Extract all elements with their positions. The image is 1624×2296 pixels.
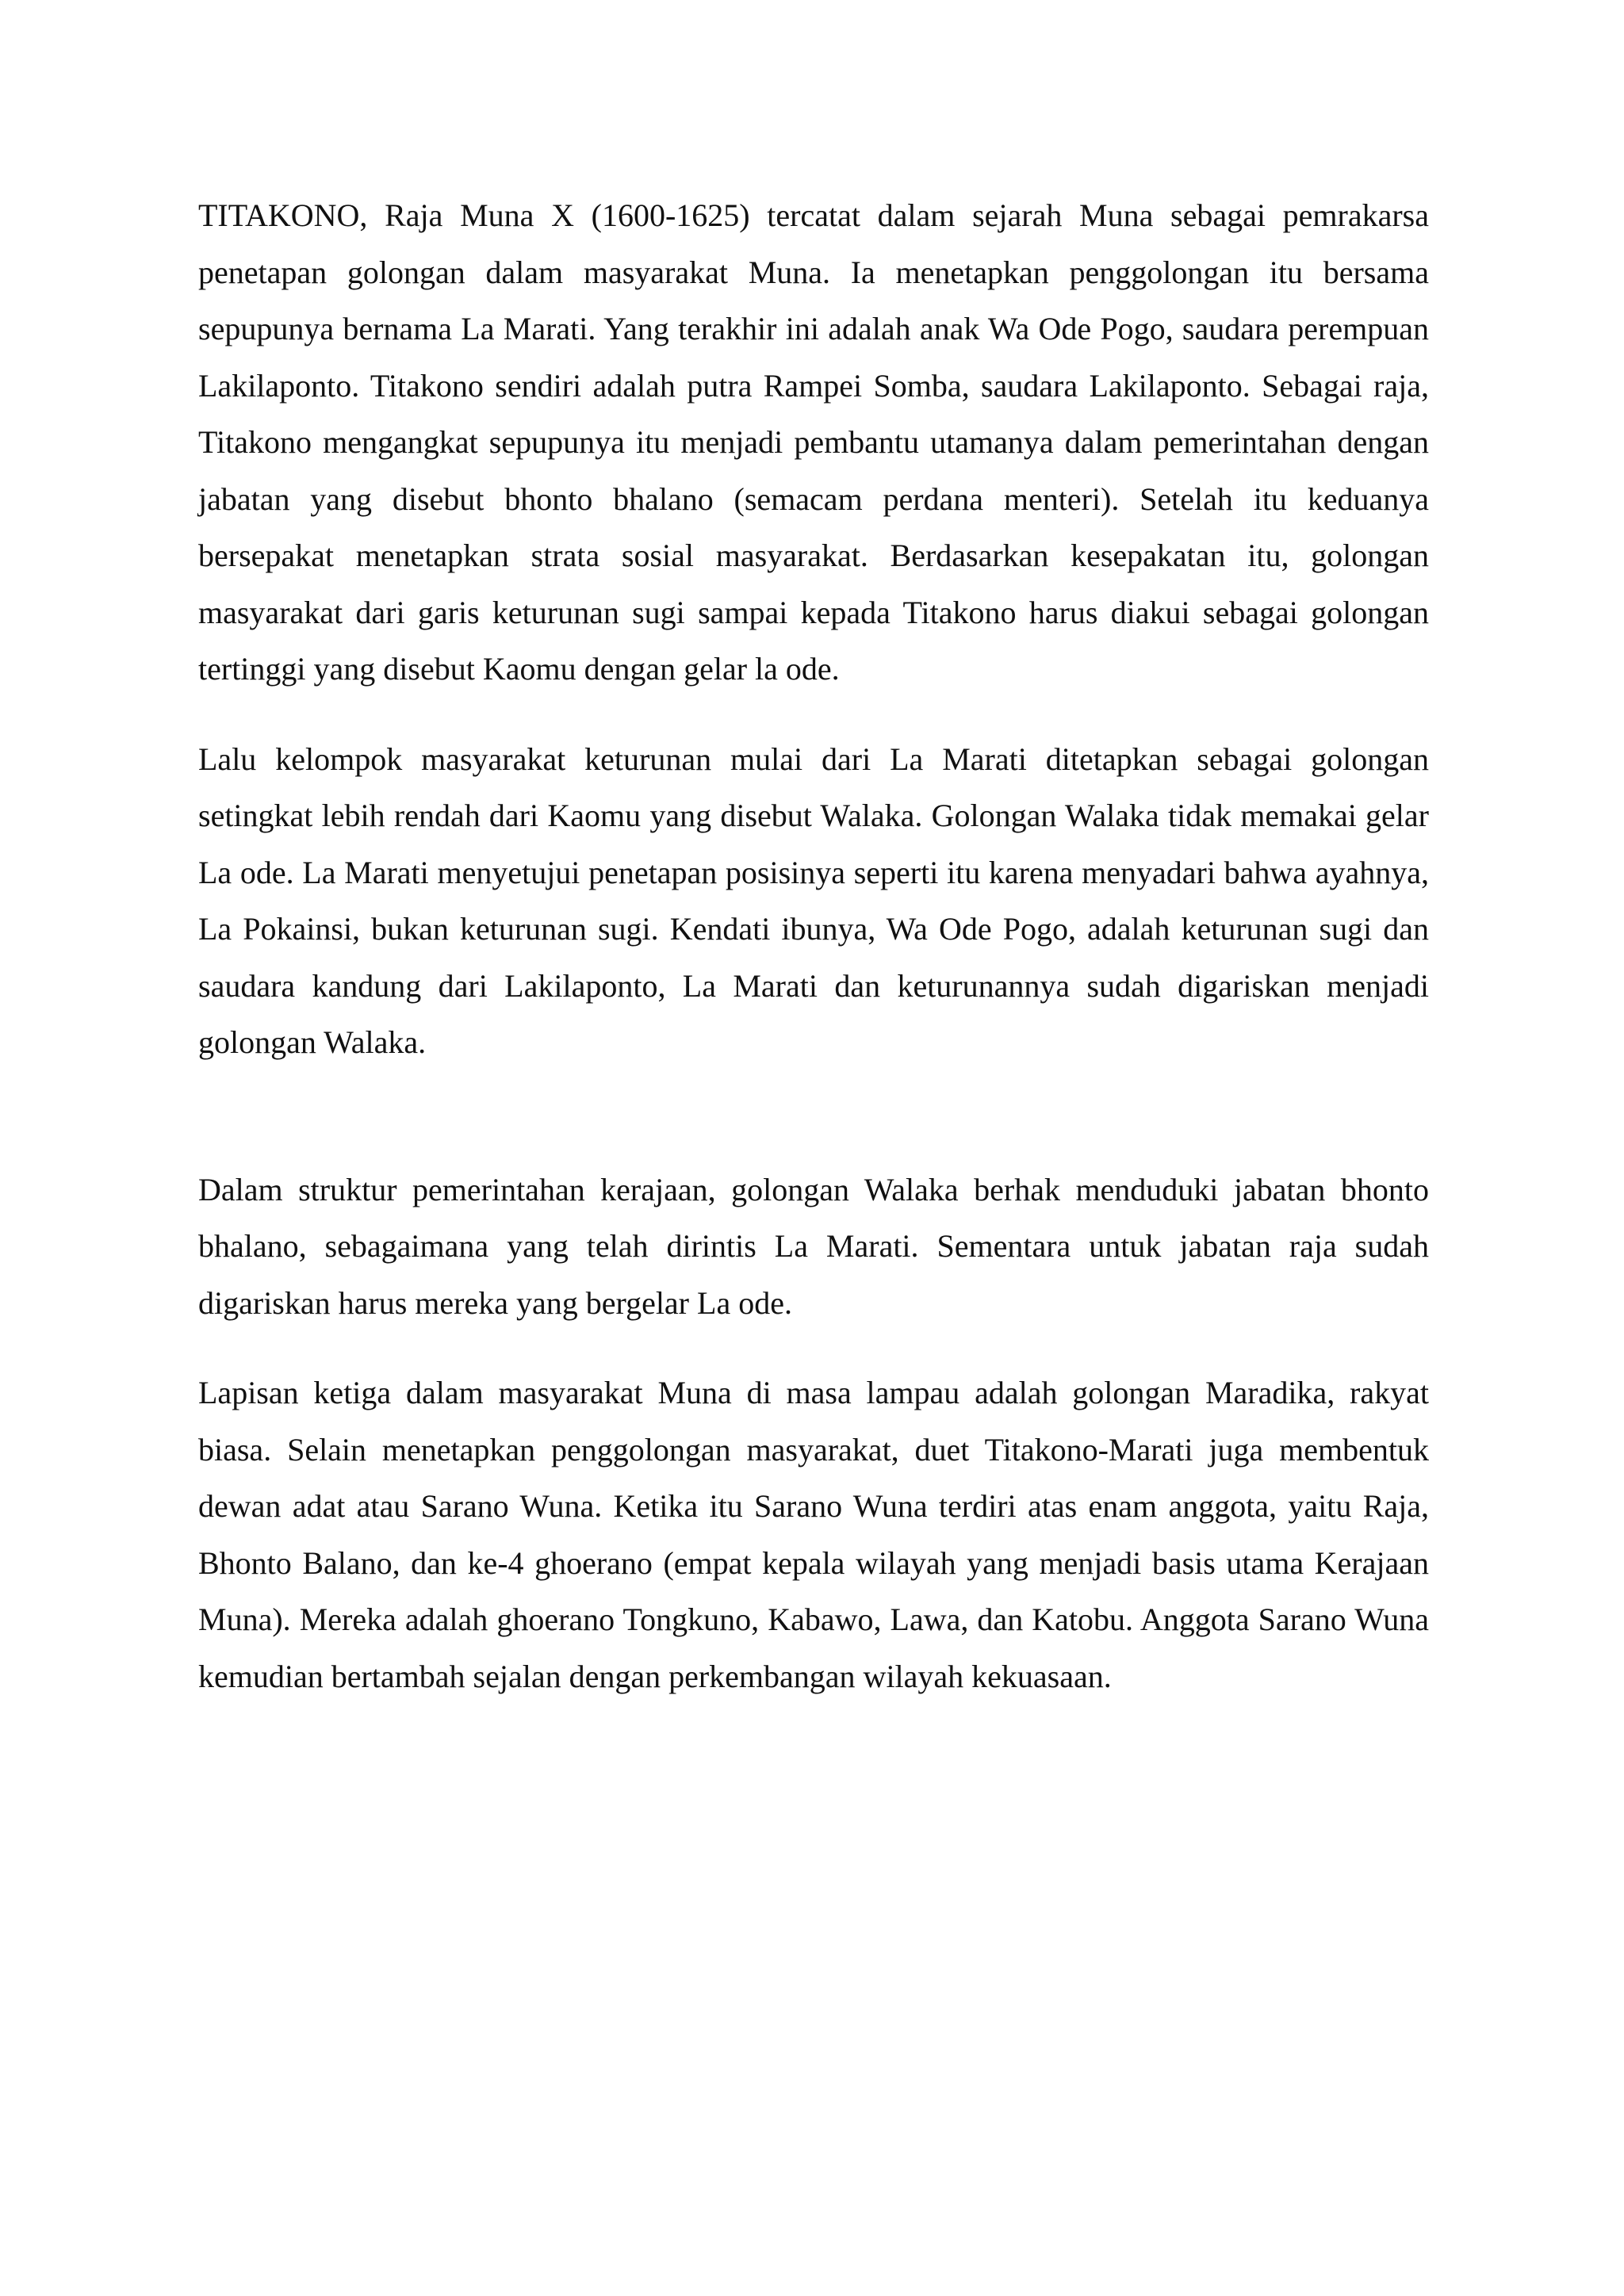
document-body [198,187,1429,1705]
paragraph-struktur-pemerintahan: Dalam struktur pemerintahan kerajaan, golongan Walaka berhak menduduki jabatan bhonto bhalano, sebagaimana yang telah dirintis La Marati. Sementara untuk jabatan raja sudah digariskan harus mereka yang bergelar La ode. [198,1171,1429,1321]
paragraph-maradika: Lapisan ketiga dalam masyarakat Muna di masa lampau adalah golongan Maradika, rakyat biasa. Selain menetapkan penggolongan masyarakat, duet Titakono-Marati juga membentuk dewan adat atau Sarano Wuna. Ketika itu Sarano Wuna terdiri atas enam anggota, yaitu Raja, Bhonto Balano, dan ke-4 ghoerano (empat kepala wilayah yang menjadi basis utama Kerajaan Muna). Mereka adalah ghoerano Tongkuno, Kabawo, Lawa, dan Katobu. Anggota Sarano Wuna kemudian bertambah sejalan dengan perkembangan wilayah kekuasaan. [198,1375,1429,1694]
paragraph-titakono: TITAKONO, Raja Muna X (1600-1625) tercatat dalam sejarah Muna sebagai pemrakarsa penetapan golongan dalam masyarakat Muna. Ia menetapkan penggolongan itu bersama sepupunya bernama La Marati. Yang terakhir ini adalah anak Wa Ode Pogo, saudara perempuan Lakilaponto. Titakono sendiri adalah putra Rampei Somba, saudara Lakilaponto. Sebagai raja, Titakono mengangkat sepupunya itu menjadi pembantu utamanya dalam pemerintahan dengan jabatan yang disebut bhonto bhalano (semacam perdana menteri). Setelah itu keduanya bersepakat menetapkan strata sosial masyarakat. Berdasarkan kesepakatan itu, golongan masyarakat dari garis keturunan sugi sampai kepada Titakono harus diakui sebagai golongan tertinggi yang disebut Kaomu dengan gelar la ode. [198,197,1429,687]
paragraph-walaka: Lalu kelompok masyarakat keturunan mulai dari La Marati ditetapkan sebagai golongan setingkat lebih rendah dari Kaomu yang disebut Walaka. Golongan Walaka tidak memakai gelar La ode. La Marati menyetujui penetapan posisinya seperti itu karena menyadari bahwa ayahnya, La Pokainsi, bukan keturunan sugi. Kendati ibunya, Wa Ode Pogo, adalah keturunan sugi dan saudara kandung dari Lakilaponto, La Marati dan keturunannya sudah digariskan menjadi golongan Walaka. [198,740,1429,1060]
